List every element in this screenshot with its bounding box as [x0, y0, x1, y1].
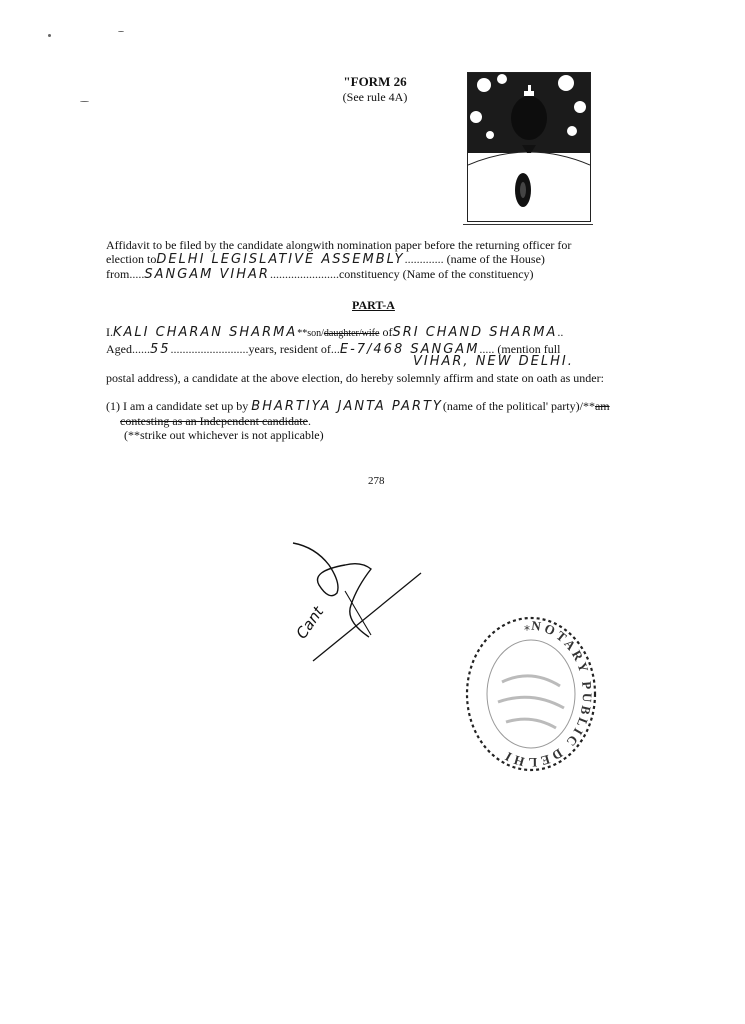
fill-dots: ...... — [132, 342, 150, 356]
party-name-handwritten: BHARTIYA JANTA PARTY — [251, 399, 443, 414]
election-to-label: election to — [106, 252, 157, 266]
mention-full-label: (mention full — [497, 342, 561, 356]
fill-dots: .. — [557, 325, 564, 339]
part-a-heading: PART-A — [352, 298, 395, 312]
page-number: 278 — [368, 475, 385, 487]
affidavit-intro: Affidavit to be filed by the candidate alongwith nomination paper before the returning officer for — [106, 238, 572, 252]
father-name-handwritten: SRI CHAND SHARMA — [392, 325, 558, 340]
relation-of-label: of — [382, 325, 393, 339]
photo-underline — [463, 224, 593, 225]
from-label: from — [106, 267, 130, 281]
fill-dots: ....................... — [269, 267, 339, 281]
signature-initials: Cant — [292, 603, 328, 643]
item1-label: (1) I am a candidate set up by — [106, 399, 249, 413]
party-line — [106, 399, 610, 414]
seal-star-icon: * — [524, 623, 530, 637]
party-suffix-struck: am — [594, 399, 610, 413]
age-handwritten: 55 — [150, 342, 171, 357]
postal-address-line: postal address), a candidate at the above election, do hereby solemnly affirm and state on oath as under: — [106, 371, 604, 385]
scan-speck — [80, 101, 89, 102]
fill-dots: .......................... — [170, 342, 249, 356]
candidate-name-line — [106, 325, 563, 341]
relation-struck: daughter/wife — [323, 328, 380, 339]
i-label: I — [106, 325, 110, 339]
scan-speck — [48, 34, 51, 37]
strike-note: (**strike out whichever is not applicable) — [124, 428, 324, 442]
house-suffix: (name of the House) — [446, 252, 545, 266]
candidate-photo-image — [468, 73, 590, 221]
candidate-name-handwritten: KALI CHARAN SHARMA — [113, 325, 298, 340]
contesting-struck: contesting as an Independent candidate — [120, 414, 308, 428]
constituency-name-handwritten: SANGAM VIHAR — [144, 267, 270, 282]
signature-mark — [285, 535, 425, 665]
house-name-handwritten: DELHI LEGISLATIVE ASSEMBLY — [156, 252, 405, 267]
contesting-end: . — [307, 414, 311, 428]
form-subtitle: (See rule 4A) — [342, 90, 408, 104]
from-line — [106, 267, 534, 282]
fill-dots: ... — [330, 342, 340, 356]
address-line1-handwritten: E-7/468 SANGAM — [339, 342, 480, 357]
fill-dots: . — [110, 325, 113, 339]
election-to-line — [106, 252, 545, 267]
scan-speck — [118, 31, 124, 32]
aged-label: Aged — [106, 342, 132, 356]
fill-dots: ............. — [404, 252, 444, 266]
address-line2-handwritten: VIHAR, NEW DELHI. — [413, 354, 574, 369]
party-suffix: (name of the political' party)/** — [442, 399, 595, 413]
seal-ring-text: NOTARY PUBLIC DELHI — [499, 617, 596, 771]
notary-seal — [462, 612, 600, 774]
fill-dots: ..... — [479, 342, 495, 356]
constituency-suffix: constituency (Name of the constituency) — [338, 267, 534, 281]
years-resident-label: years, resident of — [248, 342, 331, 356]
form-title: "FORM 26 — [343, 74, 407, 89]
relation-label: **son/ — [297, 328, 324, 339]
candidate-photo — [467, 72, 591, 222]
fill-dots: ..... — [129, 267, 145, 281]
contesting-line — [120, 414, 311, 428]
